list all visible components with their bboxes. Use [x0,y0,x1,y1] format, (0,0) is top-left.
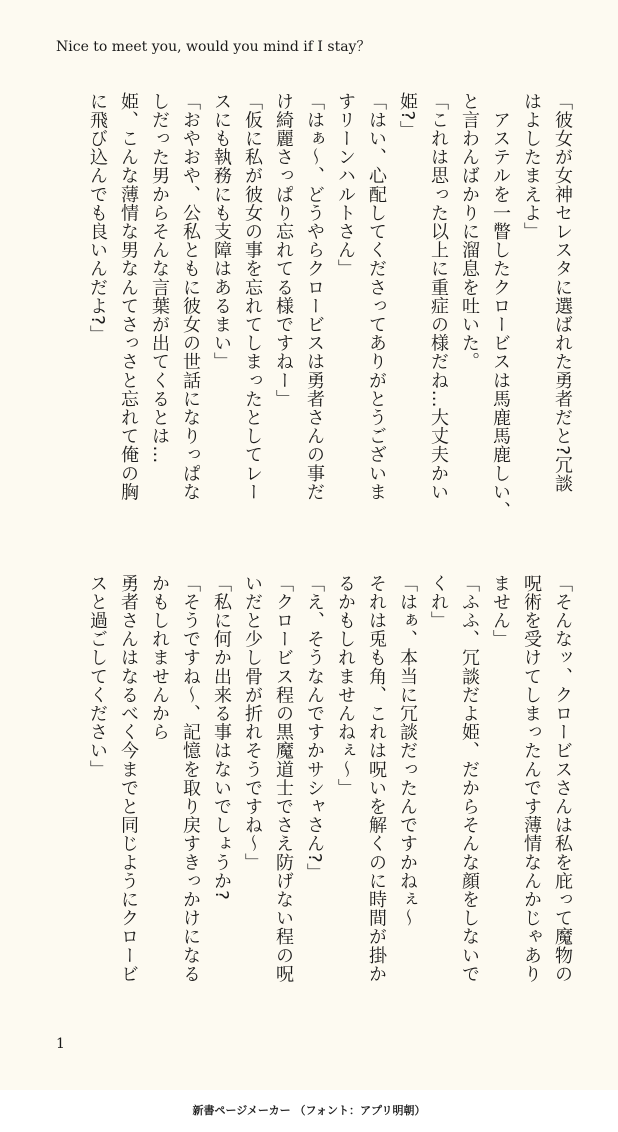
text-line: 「クロービス程の黒魔道士でさえ防げない程の呪 [273,574,294,984]
text-line: はよしたまえよ」 [521,92,542,241]
text-line: それは兎も角、これは呪いを解くのに時間が掛か [366,574,387,984]
text-line: と言わんばかりに溜息を吐いた。 [459,92,480,371]
text-line: スにも執務にも支障はあるまい」 [211,92,232,371]
text-line: 「え、そうなんですかサシャさん?」 [304,574,325,882]
text-block-top [52,92,578,534]
text-line: 姫?」 [397,92,418,140]
text-line: 「ふふ、冗談だよ姫、だからそんな顔をしないで [459,574,480,984]
text-line: アステルを一瞥したクロービスは馬鹿馬鹿しい、 [490,92,511,520]
text-line: かもしれませんから [149,574,170,742]
text-line: 「そうですね〜、記憶を取り戻すきっかけになる [180,574,201,984]
text-line: 「はい、心配してくださってありがとうございま [366,92,387,502]
footer-credit: 新書ページメーカー （フォント：アプリ明朝） [192,1104,426,1117]
text-line: スと過ごしてください」 [87,574,108,779]
text-block-bottom [52,574,578,1016]
text-line: 「おやおや、公私ともに彼女の世話になりっぱな [180,92,201,502]
text-line: いだと少し骨が折れそうですね〜」 [242,574,263,872]
text-line: 「仮に私が彼女の事を忘れてしまったとしてレー [242,92,263,502]
text-line: 「はぁ〜、どうやらクロービスは勇者さんの事だ [304,92,325,502]
text-line: るかもしれませんねぇ〜」 [335,574,356,798]
text-line: け綺麗さっぱり忘れてる様ですねー」 [273,92,294,409]
footer [0,1090,618,1132]
text-line: しだった男からそんな言葉が出てくるとは… [149,92,170,464]
text-line: 勇者さんはなるべく今までと同じようにクロービ [118,574,139,984]
text-line: 「彼女が女神セレスタに選ばれた勇者だと?冗談 [552,92,573,493]
text-line: に飛び込んでも良いんだよ?」 [87,92,108,344]
text-line: 姫、こんな薄情な男なんてさっさと忘れて俺の胸 [118,92,139,502]
text-line: ません」 [490,574,511,649]
page-number: 1 [56,1036,65,1052]
text-line: 「そんなッ、クロービスさんは私を庇って魔物の [552,574,573,984]
text-line: 「これは思った以上に重症の様だね…大丈夫かい [428,92,449,502]
text-line: 「私に何か出来る事はないでしょうか? [211,574,232,901]
page-title: Nice to meet you, would you mind if I stay？ [56,39,371,55]
text-line: 「はぁ、本当に冗談だったんですかねぇ〜 [397,574,418,928]
text-line: すリーンハルトさん」 [335,92,356,278]
text-line: 呪術を受けてしまったんです薄情なんかじゃあり [521,574,542,984]
text-line: くれ」 [428,574,449,630]
